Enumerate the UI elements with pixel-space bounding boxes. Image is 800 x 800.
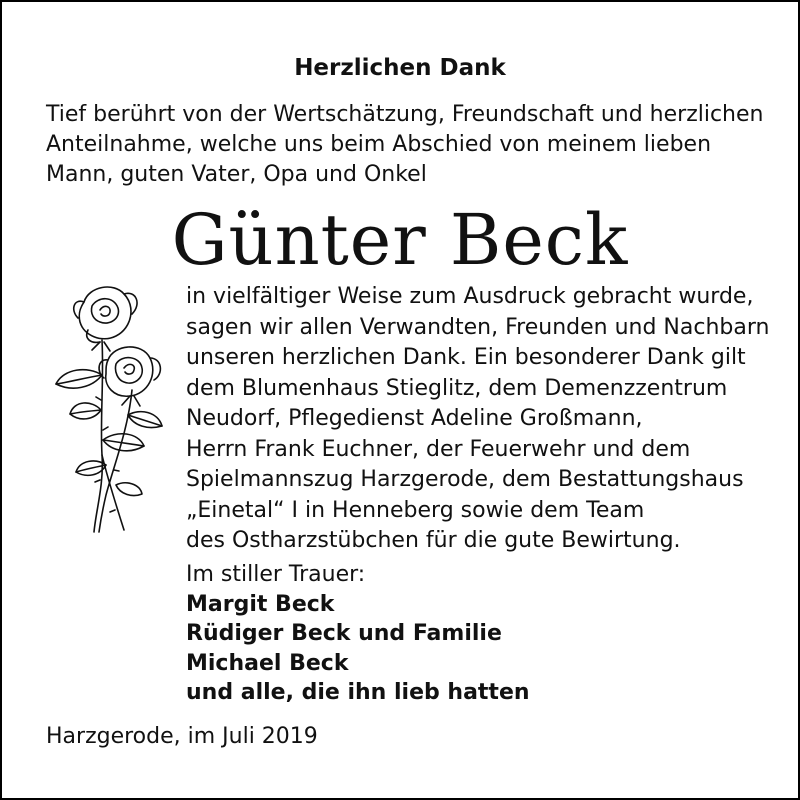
intro-line: Mann, guten Vater, Opa und Onkel bbox=[46, 162, 427, 187]
mourner-name: Margit Beck bbox=[186, 591, 335, 617]
mourner-name: Rüdiger Beck und Familie bbox=[186, 621, 502, 646]
intro-text bbox=[46, 100, 766, 190]
thanks-text bbox=[186, 282, 776, 557]
intro-line: Tief berührt von der Wertschätzung, Freundschaft und herzlichen bbox=[46, 102, 764, 127]
thanks-line: dem Blumenhaus Stieglitz, dem Demenzzentrum bbox=[186, 375, 728, 401]
mourners-intro: Im stiller Trauer: bbox=[186, 562, 366, 587]
thanks-line: Spielmannszug Harzgerode, dem Bestattungshaus bbox=[186, 467, 744, 492]
thanks-line: Herrn Frank Euchner, der Feuerwehr und dem bbox=[186, 436, 691, 462]
mourner-name: Michael Beck bbox=[186, 650, 349, 676]
thanks-line: Neudorf, Pflegedienst Adeline Großmann, bbox=[186, 406, 643, 431]
intro-line: Anteilnahme, welche uns beim Abschied von meinem lieben bbox=[46, 132, 712, 157]
thanks-line: in vielfältiger Weise zum Ausdruck gebracht wurde, bbox=[186, 284, 754, 309]
mourners-block bbox=[186, 560, 686, 708]
thanks-line: des Ostharzstübchen für die gute Bewirtung. bbox=[186, 528, 681, 553]
place-date: Harzgerode, im Juli 2019 bbox=[46, 724, 318, 749]
rose-icon bbox=[44, 280, 170, 535]
thanks-line: „Einetal“ I in Henneberg sowie dem Team bbox=[186, 497, 645, 523]
deceased-name: Günter Beck bbox=[171, 199, 629, 281]
thanks-line: unseren herzlichen Dank. Ein besonderer Dank gilt bbox=[186, 345, 746, 370]
thanks-line: sagen wir allen Verwandten, Freunden und Nachbarn bbox=[186, 314, 770, 340]
mourner-name: und alle, die ihn lieb hatten bbox=[186, 680, 530, 705]
notice-heading: Herzlichen Dank bbox=[294, 55, 506, 81]
